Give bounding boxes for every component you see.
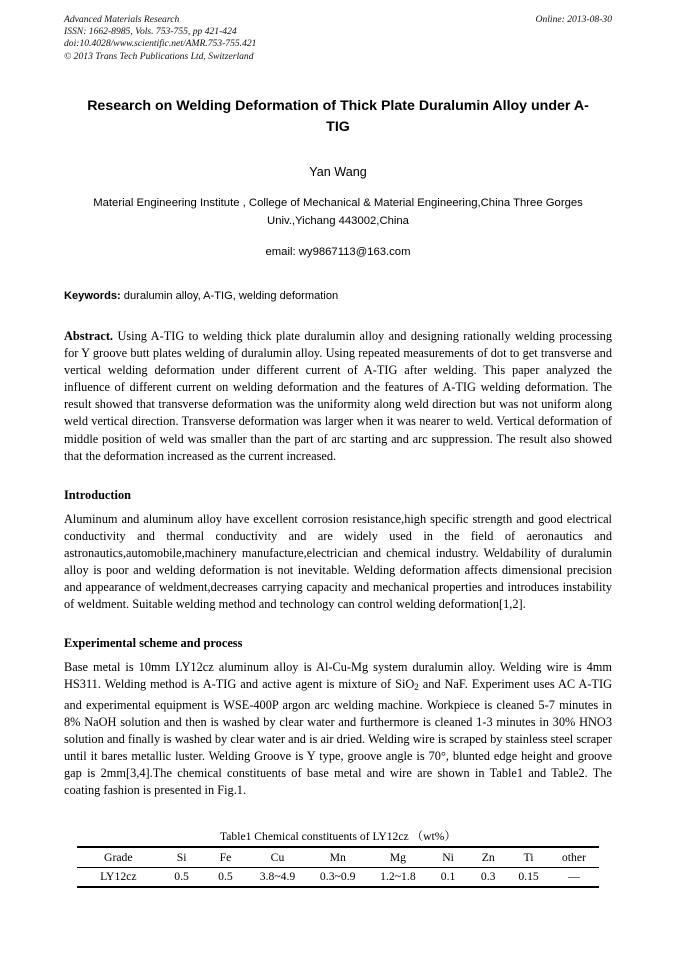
cell-fe: 0.5 (204, 867, 248, 887)
copyright-line: © 2013 Trans Tech Publications Ltd, Switzerland (64, 50, 254, 62)
column-header-si: Si (160, 847, 204, 867)
keywords-label: Keywords: (64, 290, 121, 302)
experimental-heading: Experimental scheme and process (64, 636, 243, 651)
title-block (64, 96, 612, 261)
cell-mg: 1.2~1.8 (368, 867, 428, 887)
table1-wrapper (64, 829, 612, 888)
cell-other: — (549, 867, 599, 887)
masthead-left-block (64, 14, 494, 63)
experimental-text-part1: Base metal is 10mm LY12cz aluminum alloy is Al-Cu-Mg system duralumin alloy. Welding wire is 4mm HS311. Welding method is A-TIG and active agent is mixture of SiO (64, 660, 612, 692)
column-header-other: other (549, 847, 599, 867)
cell-cu: 3.8~4.9 (247, 867, 307, 887)
abstract-text: Using A-TIG to welding thick plate duralumin alloy and designing rationally welding processing for Y groove butt plates welding of duralumin alloy. Using repeated measurements of dot to get transverse and vertical welding deformation under different current of A-TIG after welding. This paper analyzed the influence of different current on welding deformation and the features of A-TIG welding deformation. The result showed that transverse deformation was the uniformity along weld direction but was not uniform along weld vertical direction. Transverse deformation was larger when it was nearer to weld. Vertical deformation of middle position of weld was smaller than the part of arc starting and arc suppression. The result also showed that the deformation increased as the current increased. (64, 329, 612, 463)
cell-ti: 0.15 (508, 867, 549, 887)
author-name: Yan Wang (309, 165, 367, 179)
author-email: email: wy9867113@163.com (265, 246, 411, 258)
table-row (77, 867, 599, 887)
cell-grade: LY12cz (77, 867, 160, 887)
cell-si: 0.5 (160, 867, 204, 887)
introduction-heading: Introduction (64, 487, 131, 502)
column-header-mg: Mg (368, 847, 428, 867)
column-header-ni: Ni (428, 847, 468, 867)
cell-zn: 0.3 (468, 867, 508, 887)
keywords-line (64, 289, 612, 304)
sio2-subscript: 2 (414, 682, 419, 693)
column-header-ti: Ti (508, 847, 549, 867)
experimental-text-part2: and NaF. Experiment uses AC A-TIG and experimental equipment is WSE-400P argon arc welding machine. Workpiece is cleaned 5-7 minutes in 8% NaOH solution and then is washed by clear water and furthermore is cleaned 1-3 minutes in 30% HNO3 solution and finally is washed by clear water and is air dried. Welding wire is scraped by stainless steel scraper until it bares metallic luster. Welding Groove is Y type, groove angle is 70°, blunted edge height and groove gap is 2mm[3,4].The chemical constituents of base metal and wire are shown in Table1 and Table2. The coating fashion is presented in Fig.1. (64, 677, 612, 798)
journal-name: Advanced Materials Research (64, 14, 180, 25)
table1-body (77, 867, 599, 887)
column-header-cu: Cu (247, 847, 307, 867)
column-header-mn: Mn (308, 847, 368, 867)
column-header-grade: Grade (77, 847, 160, 867)
cell-ni: 0.1 (428, 867, 468, 887)
table1-head (77, 847, 599, 867)
table1 (77, 846, 599, 888)
cell-mn: 0.3~0.9 (308, 867, 368, 887)
page-title: Research on Welding Deformation of Thick Plate Duralumin Alloy under A-TIG (87, 98, 589, 135)
keywords-value: duralumin alloy, A-TIG, welding deformation (120, 290, 339, 302)
doi-line: doi:10.4028/www.scientific.net/AMR.753-755.421 (64, 38, 257, 50)
abstract-section (64, 328, 612, 465)
issn-line: ISSN: 1662-8985, Vols. 753-755, pp 421-424 (64, 26, 237, 38)
column-header-zn: Zn (468, 847, 508, 867)
abstract-label: Abstract. (64, 329, 114, 343)
author-affiliation: Material Engineering Institute , College of Mechanical & Material Engineering,China Three Gorges Univ.,Yichang 443002,China (93, 197, 583, 227)
table1-caption: Table1 Chemical constituents of LY12cz （wt%） (220, 830, 456, 844)
introduction-paragraph: Aluminum and aluminum alloy have excellent corrosion resistance,high specific strength and good electrical conductivity and thermal conductivity and are widely used in the field of aeronautics and astronautics,automobile,machinery manufacture,electrician and chemical industry. Weldability of duralumin alloy is poor and welding deformation is not inevitable. Welding deformation affects dimensional precision and appearance of weldment,decreases carrying capacity and mechanical properties and introduces instability of weldment. Suitable welding method and technology can control welding deformation[1,2]. (64, 511, 612, 612)
column-header-fe: Fe (204, 847, 248, 867)
experimental-paragraph (64, 659, 612, 799)
online-date: Online: 2013-08-30 (535, 14, 612, 25)
masthead (64, 14, 612, 66)
table-header-row (77, 847, 599, 867)
